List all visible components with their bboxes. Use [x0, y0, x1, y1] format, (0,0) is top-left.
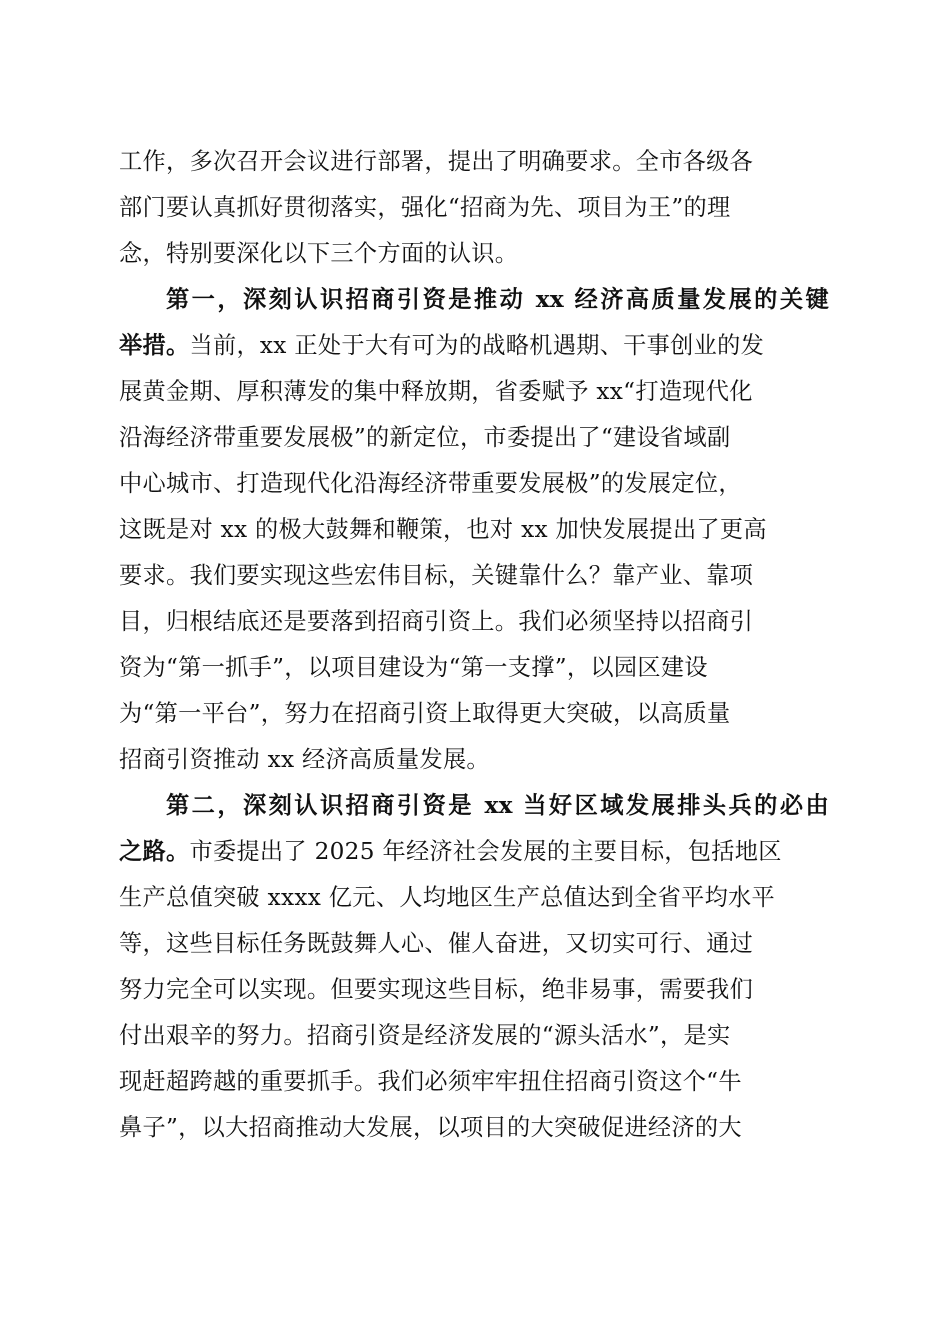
text-line-8: 中心城市、打造现代化沿海经济带重要发展极”的发展定位， — [119, 470, 742, 497]
text-line-17: 生产总值突破 xxxx 亿元、人均地区生产总值达到全省平均水平 — [119, 884, 776, 911]
text-line-14: 招商引资推动 xx 经济高质量发展。 — [119, 746, 490, 773]
text-line-5-body: 当前，xx 正处于大有可为的战略机遇期、干事创业的发 — [189, 332, 765, 359]
heading-point-two-end: 之路。 — [119, 838, 190, 865]
text-line-7: 沿海经济带重要发展极”的新定位，市委提出了“建设省域副 — [119, 424, 731, 451]
text-line-18: 等，这些目标任务既鼓舞人心、催人奋进，又切实可行、通过 — [119, 930, 754, 957]
text-line-22: 鼻子”，以大招商推动大发展，以项目的大突破促进经济的大 — [119, 1114, 742, 1141]
text-line-19: 努力完全可以实现。但要实现这些目标，绝非易事，需要我们 — [119, 976, 754, 1003]
text-line-5 — [119, 323, 829, 369]
text-line-12: 资为“第一抓手”，以项目建设为“第一支撑”，以园区建设 — [119, 654, 708, 681]
text-line-10: 要求。我们要实现这些宏伟目标，关键靠什么？靠产业、靠项 — [119, 562, 754, 589]
text-line-21: 现赶超跨越的重要抓手。我们必须牢牢扭住招商引资这个“牛 — [119, 1068, 742, 1095]
text-line-1: 工作，多次召开会议进行部署，提出了明确要求。全市各级各 — [119, 148, 754, 175]
text-line-16 — [119, 829, 829, 875]
text-line-9: 这既是对 xx 的极大鼓舞和鞭策，也对 xx 加快发展提出了更高 — [119, 516, 767, 543]
text-line-3: 念，特别要深化以下三个方面的认识。 — [119, 240, 519, 267]
text-line-11: 目，归根结底还是要落到招商引资上。我们必须坚持以招商引 — [119, 608, 754, 635]
text-line-16-body: 市委提出了 2025 年经济社会发展的主要目标，包括地区 — [189, 838, 782, 865]
text-line-13: 为“第一平台”，努力在招商引资上取得更大突破，以高质量 — [119, 700, 731, 727]
heading-point-one-end: 举措。 — [119, 332, 190, 359]
heading-point-one: 第一，深刻认识招商引资是推动 xx 经济高质量发展的关键 — [166, 286, 829, 313]
heading-point-two: 第二，深刻认识招商引资是 xx 当好区域发展排头兵的必由 — [166, 792, 829, 819]
text-line-2: 部门要认真抓好贯彻落实，强化“招商为先、项目为王”的理 — [119, 194, 731, 221]
text-line-6: 展黄金期、厚积薄发的集中释放期，省委赋予 xx“打造现代化 — [119, 378, 753, 405]
text-line-20: 付出艰辛的努力。招商引资是经济发展的“源头活水”，是实 — [119, 1022, 731, 1049]
